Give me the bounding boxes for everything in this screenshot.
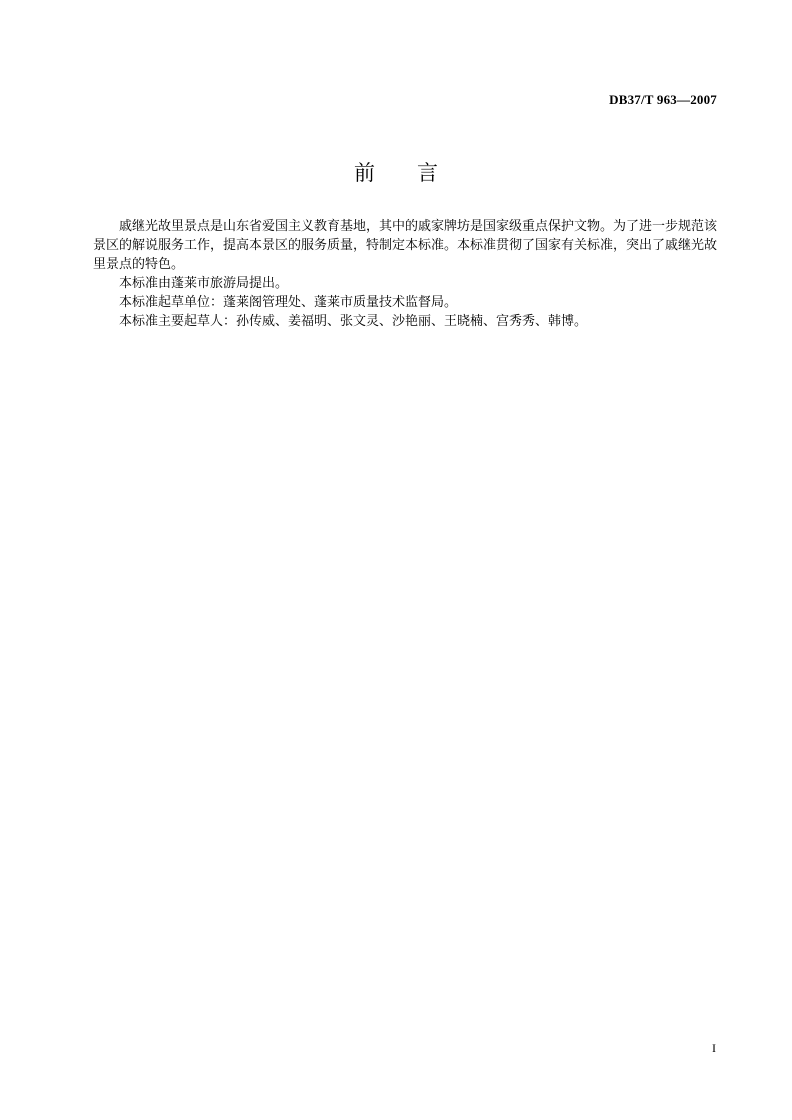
paragraph-drafting-units: 本标准起草单位：蓬莱阁管理处、蓬莱市质量技术监督局。 <box>119 295 458 310</box>
paragraph-drafters: 本标准主要起草人：孙传威、姜福明、张文灵、沙艳丽、王晓楠、宫秀秀、韩博。 <box>119 314 588 329</box>
page-title-char-2: 言 <box>417 161 438 185</box>
page-title-char-1: 前 <box>354 161 375 185</box>
standard-code: DB37/T 963—2007 <box>609 92 717 107</box>
page-title <box>0 157 792 187</box>
paragraph-proposer: 本标准由蓬莱市旅游局提出。 <box>119 276 289 291</box>
paragraph-intro: 戚继光故里景点是山东省爱国主义教育基地，其中的戚家牌坊是国家级重点保护文物。为了进一步规范该景区的解说服务工作，提高本景区的服务质量，特制定本标准。本标准贯彻了国家有关标准，突出了戚继光故里景点的特色。 <box>93 219 718 272</box>
foreword-body <box>93 217 717 331</box>
page-number: I <box>712 1041 716 1055</box>
